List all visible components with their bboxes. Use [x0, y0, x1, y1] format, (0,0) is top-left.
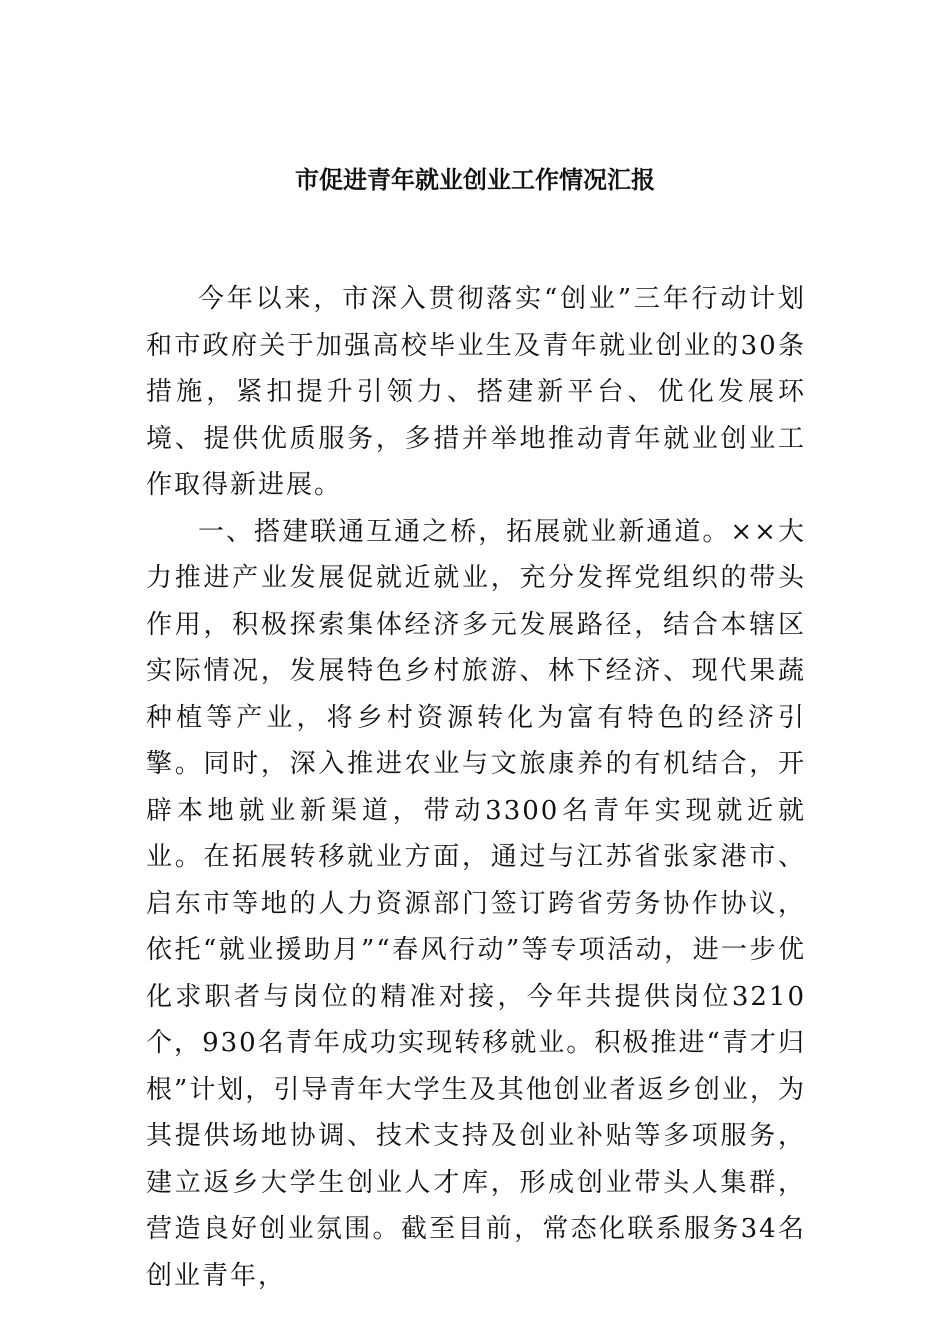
paragraph-section-one: 一、搭建联通互通之桥，拓展就业新通道。××大力推进产业发展促就近就业，充分发挥党组织的带头作用，积极探索集体经济多元发展路径，结合本辖区实际情况，发展特色乡村旅游、林下经济、现代果蔬种植等产业，将乡村资源转化为富有特色的经济引擎。同时，深入推进农业与文旅康养的有机结合，开辟本地就业新渠道，带动3300名青年实现就近就业。在拓展转移就业方面，通过与江苏省张家港市、启东市等地的人力资源部门签订跨省劳务协作协议，依托“就业援助月”“春风行动”等专项活动，进一步优化求职者与岗位的精准对接，今年共提供岗位3210个，930名青年成功实现转移就业。积极推进“青才归根”计划，引导青年大学生及其他创业者返乡创业，为其提供场地协调、技术支持及创业补贴等多项服务，建立返乡大学生创业人才库，形成创业带头人集群，营造良好创业氛围。截至目前，常态化联系服务34名创业青年，: [146, 516, 806, 1291]
document-body: [146, 276, 806, 1299]
document-title: 市促进青年就业创业工作情况汇报: [295, 165, 655, 194]
paragraph-intro: 今年以来，市深入贯彻落实“创业”三年行动计划和市政府关于加强高校毕业生及青年就业创业的30条措施，紧扣提升引领力、搭建新平台、优化发展环境、提供优质服务，多措并举地推动青年就业创业工作取得新进展。: [146, 284, 806, 500]
